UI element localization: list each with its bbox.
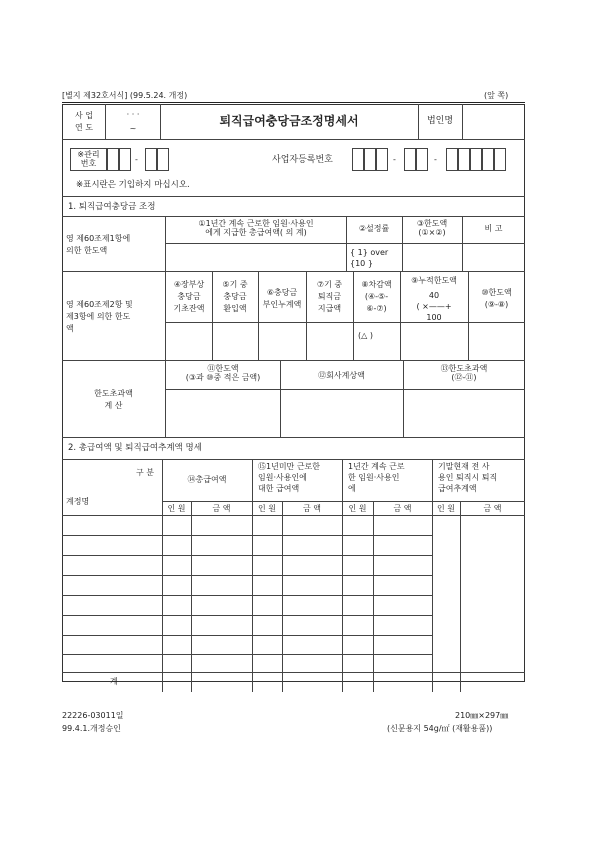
fiscal-year-from[interactable]: · · · (126, 110, 140, 119)
mgmt-number-cell[interactable] (107, 148, 119, 171)
rate-value: { 1} over {10 } (350, 248, 389, 269)
biz-reg-cell[interactable] (376, 148, 388, 171)
c6-header: ⑥충당금 부인누계액 (262, 288, 302, 309)
h17-header: 기말현재 전 사 용인 퇴직시 퇴직 급여추계액 (438, 462, 498, 494)
biz-reg-cell[interactable] (470, 148, 482, 171)
c11-field[interactable] (166, 390, 279, 436)
col2-header: ②설정률 (358, 224, 390, 233)
notice-text: ※표시란은 기입하지 마십시오. (76, 180, 190, 190)
form-number: [별지 제32호서식] (99.5.24. 개정) (62, 91, 188, 100)
c6-field[interactable] (259, 323, 305, 359)
biz-reg-cell[interactable] (364, 148, 376, 171)
account-name-field[interactable] (63, 516, 162, 672)
c13-field[interactable] (404, 390, 524, 436)
mgmt-dash: - (135, 155, 138, 164)
h15-header: ⑮1년미만 근로한 임원·사용인에 대한 급여액 (258, 462, 321, 494)
col3-header: ③한도액 (①×②) (416, 219, 448, 238)
biz-reg-cell[interactable] (352, 148, 364, 171)
biz-reg-cell[interactable] (416, 148, 428, 171)
persons-header: 인 원 (167, 504, 186, 513)
persons-header: 인 원 (258, 504, 276, 513)
c5-header: ⑤기 중 충당금 환입액 (222, 280, 248, 313)
gubun-label: 구 분 (136, 468, 154, 477)
fiscal-year-label: 사 업 연 도 (75, 111, 93, 132)
corp-name-field[interactable] (463, 105, 524, 138)
h16-header: 1년간 계속 근로 한 임원·사용인 에 (348, 462, 405, 494)
c4-field[interactable] (166, 323, 211, 359)
mgmt-number-label: ※관리 번호 (77, 150, 100, 169)
col4-header: 비 고 (484, 224, 503, 233)
c7-header: ⑦기 중 퇴직금 지급액 (316, 280, 343, 313)
estimate-amount-field[interactable] (461, 516, 524, 672)
account-name-label: 계정명 (66, 497, 90, 506)
c9-formula: 40 ( ×——+ 100 (416, 291, 452, 322)
limit-amount-field[interactable] (403, 244, 461, 270)
remarks-field[interactable] (463, 244, 524, 270)
mgmt-number-cell[interactable] (157, 148, 169, 171)
c10-field[interactable] (469, 323, 524, 359)
total-label: 계 (110, 677, 118, 686)
c9-header: ⑨누적한도액 (411, 276, 457, 285)
c4-header: ④장부상 충당금 기초잔액 (173, 280, 205, 313)
c7-field[interactable] (307, 323, 352, 359)
biz-reg-cell[interactable] (404, 148, 416, 171)
corp-name-label: 법인명 (426, 116, 454, 126)
row2-label: 영 제60조제2항 및 제3항에 의한 한도 액 (66, 300, 133, 333)
section2-title: 2. 총급여액 및 퇴직급여추계액 명세 (68, 443, 202, 453)
persons-header: 인 원 (437, 504, 455, 513)
c9-field[interactable] (401, 323, 467, 359)
amount-header: 금 액 (303, 504, 321, 513)
biz-reg-cell[interactable] (482, 148, 494, 171)
paper-type: (신문용지 54g/㎡ (재활용품)) (387, 724, 493, 733)
h14-header: ⑭총급여액 (187, 475, 227, 484)
biz-reg-dash: - (434, 155, 437, 164)
amount-header: 금 액 (483, 504, 502, 513)
header-rule (62, 102, 525, 103)
mgmt-number-cell[interactable] (145, 148, 157, 171)
amount-header: 금 액 (393, 504, 412, 513)
page-title: 퇴직급여충당금조정명세서 (219, 114, 359, 128)
c11-header: ⑪한도액 (③과 ⑩중 적은 금액) (185, 364, 261, 383)
c8-header: ⑧차감액 (④-⑤- ⑥-⑦) (361, 280, 392, 313)
biz-reg-cell[interactable] (494, 148, 506, 171)
paper-size: 210㎜×297㎜ (455, 711, 509, 720)
col1-header: ①1년간 계속 근로한 임원·사용인 에게 지급한 총급여액( 의 계) (198, 219, 314, 238)
c12-header: ⑫회사계상액 (318, 371, 365, 380)
fiscal-year-tilde: ~ (129, 124, 137, 133)
c13-header: ⑬한도초과액 (⑫-⑪) (440, 364, 488, 383)
c10-header: ⑩한도액 (⑨-⑧) (481, 288, 512, 309)
amount-header: 금 액 (212, 504, 231, 513)
page-side-label: (앞 쪽) (484, 91, 509, 100)
section1-title: 1. 퇴직급여충당금 조정 (68, 202, 156, 212)
c5-field[interactable] (213, 323, 257, 359)
c8-subtotal: (△ ) (358, 331, 373, 340)
c12-field[interactable] (281, 390, 402, 436)
mgmt-number-cell[interactable] (119, 148, 131, 171)
approval-date: 99.4.1.개정승인 (62, 724, 121, 733)
biz-reg-dash: - (393, 155, 396, 164)
form-code: 22226-03011일 (62, 711, 124, 720)
limit-excess-label: 한도초과액 계 산 (94, 389, 133, 410)
row1-label: 영 제60조제1항에 의한 한도액 (66, 234, 131, 255)
biz-reg-label: 사업자등록번호 (272, 155, 333, 165)
persons-header: 인 원 (348, 504, 367, 513)
biz-reg-cell[interactable] (446, 148, 458, 171)
biz-reg-cell[interactable] (458, 148, 470, 171)
total-salary-field[interactable] (166, 244, 345, 270)
